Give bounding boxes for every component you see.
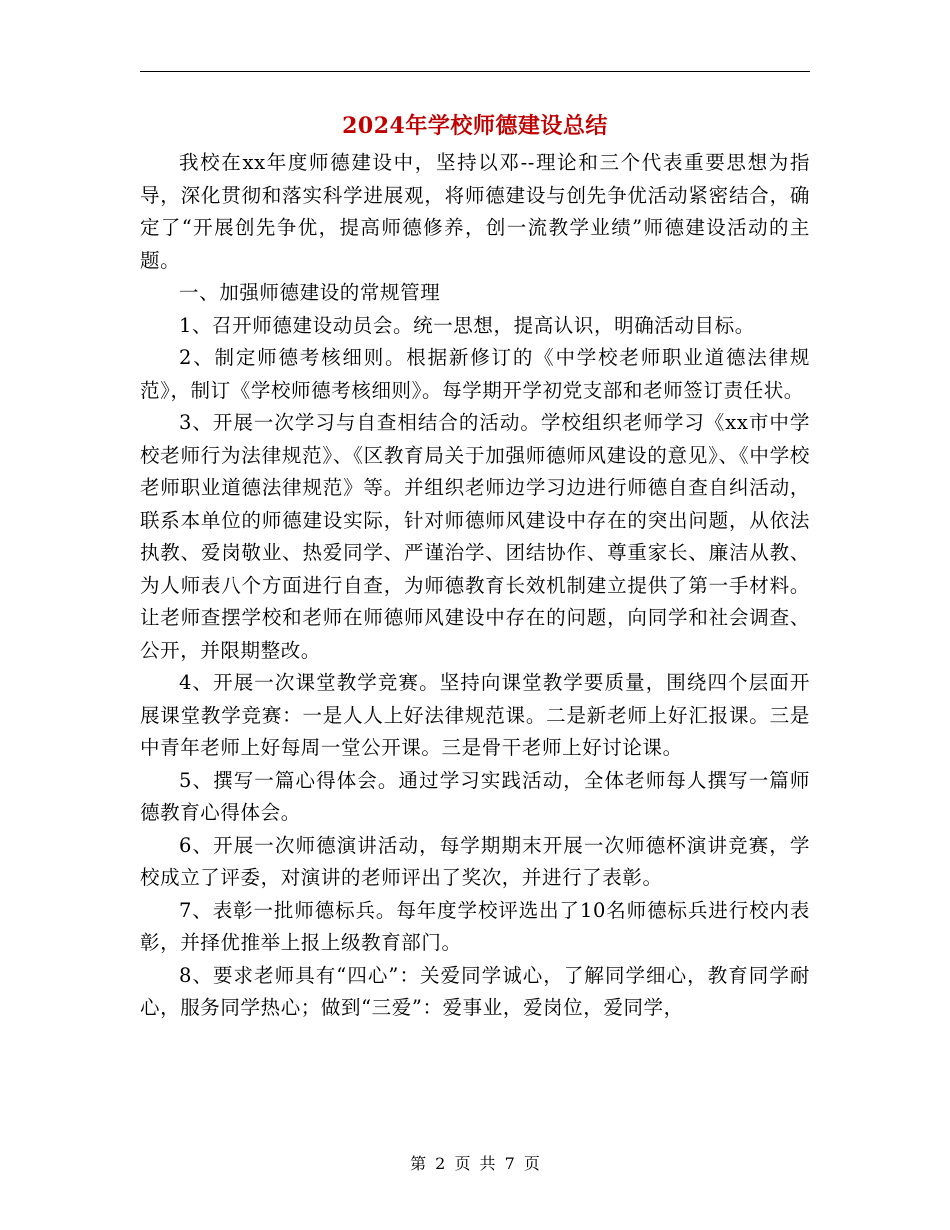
document-body bbox=[140, 147, 810, 1025]
document-title: 2024年学校师德建设总结 bbox=[342, 113, 608, 139]
list-item: 2、制定师德考核细则。根据新修订的《中学校老师职业道德法律规范》，制订《学校师德考核细则》。每学期开学初党支部和老师签订责任状。 bbox=[140, 346, 810, 402]
list-item: 5、撰写一篇心得体会。通过学习实践活动，全体老师每人撰写一篇师德教育心得体会。 bbox=[140, 768, 810, 824]
list-item: 4、开展一次课堂教学竞赛。坚持向课堂教学要质量，围绕四个层面开展课堂教学竞赛：一是人人上好法律规范课。二是新老师上好汇报课。三是中青年老师上好每周一堂公开课。三是骨干老师上好讨论课。 bbox=[140, 671, 810, 759]
list-item: 1、召开师德建设动员会。统一思想，提高认识，明确活动目标。 bbox=[179, 313, 755, 337]
list-item: 6、开展一次师德演讲活动，每学期期末开展一次师德杯演讲竞赛，学校成立了评委，对演讲的老师评出了奖次，并进行了表彰。 bbox=[140, 833, 810, 889]
list-item: 7、表彰一批师德标兵。每年度学校评选出了10名师德标兵进行校内表彰，并择优推举上报上级教育部门。 bbox=[140, 898, 810, 954]
list-item: 8、要求老师具有“四心”：关爱同学诚心，了解同学细心，教育同学耐心，服务同学热心；做到“三爱”：爱事业，爱岗位，爱同学， bbox=[140, 963, 810, 1019]
section-heading: 一、加强师德建设的常规管理 bbox=[179, 281, 441, 304]
page-number-footer: 第 2 页 共 7 页 bbox=[410, 1154, 540, 1173]
header-rule bbox=[140, 71, 810, 72]
paragraph-intro: 我校在xx年度师德建设中，坚持以邓--理论和三个代表重要思想为指导，深化贯彻和落实科学进展观，将师德建设与创先争优活动紧密结合，确定了“开展创先争优，提高师德修养，创一流教学业绩”师德建设活动的主题。 bbox=[140, 151, 810, 272]
list-item: 3、开展一次学习与自查相结合的活动。学校组织老师学习《xx市中学校老师行为法律规范》、《区教育局关于加强师德师风建设的意见》、《中学校老师职业道德法律规范》等。并组织老师边学习边进行师德自查自纠活动，联系本单位的师德建设实际，针对师德师风建设中存在的突出问题，从依法执教、爱岗敬业、热爱同学、严谨治学、团结协作、尊重家长、廉洁从教、为人师表八个方面进行自查，为师德教育长效机制建立提供了第一手材料。让老师查摆学校和老师在师德师风建设中存在的问题，向同学和社会调查、公开，并限期整改。 bbox=[140, 411, 810, 662]
